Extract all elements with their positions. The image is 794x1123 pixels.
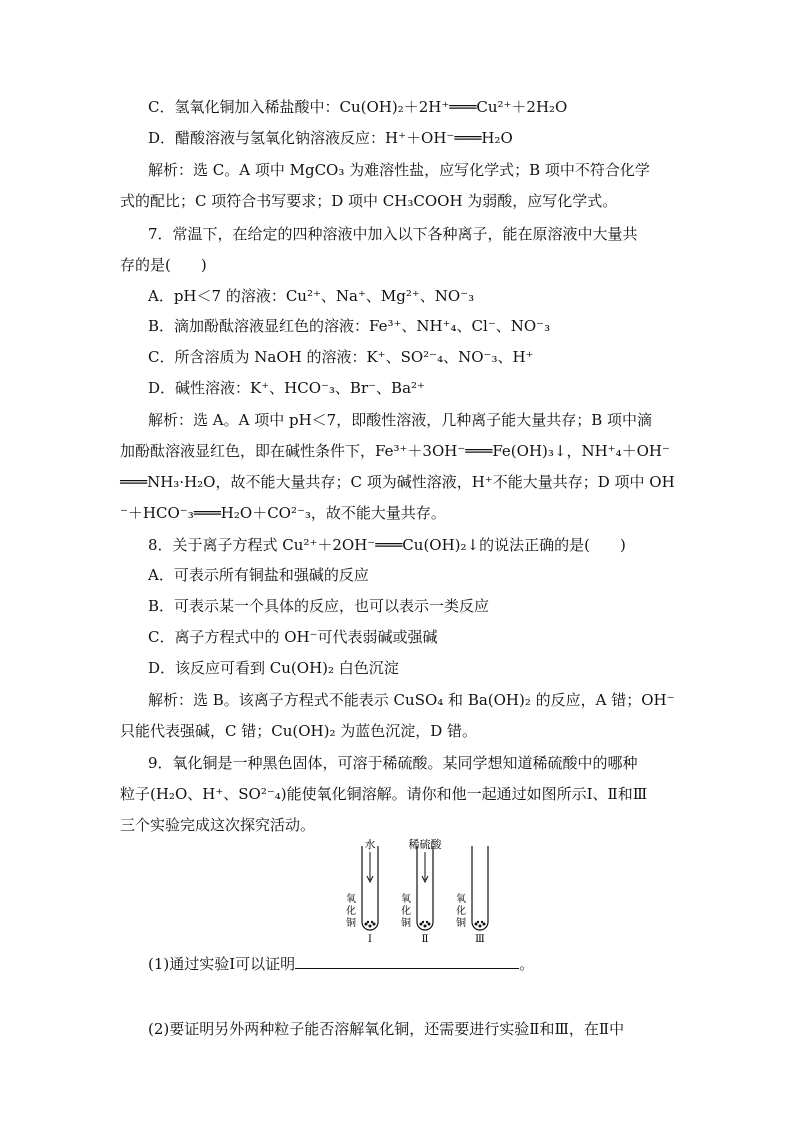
cuo-label-1c: 铜 [346,918,356,929]
text-line-l13: ═══NH₃·H₂O，故不能大量共存；C 项为碱性溶液，H⁺不能大量共存；D 项中 OH [120,473,675,491]
text-line-l23: 粒子(H₂O、H⁺、SO²⁻₄)能使氧化铜溶解。请你和他一起通过如图所示Ⅰ、Ⅱ和Ⅲ [120,785,648,803]
text-line-l24: 三个实验完成这次探究活动。 [120,816,316,834]
cuo-label-1a: 氧 [346,894,356,905]
tube-label-1: Ⅰ [368,934,372,945]
cuo-label-2c: 铜 [401,918,411,929]
answer-blank[interactable] [295,954,519,969]
cuo-label-3a: 氧 [456,894,466,905]
text-line-l11: 解析：选 A。A 项中 pH＜7，即酸性溶液，几种离子能大量共存；B 项中滴 [148,411,652,429]
cuo-label-2a: 氧 [401,894,411,905]
text-line-l15: 8．关于离子方程式 Cu²⁺＋2OH⁻═══Cu(OH)₂↓的说法正确的是( ) [148,536,626,554]
text-line-l5: 7．常温下，在给定的四种溶液中加入以下各种离子，能在原溶液中大量共 [148,225,638,243]
text-line-l26: (2)要证明另外两种粒子能否溶解氧化铜，还需要进行实验Ⅱ和Ⅲ，在Ⅱ中 [148,1020,625,1038]
text-line-l2: D．醋酸溶液与氢氧化钠溶液反应：H⁺＋OH⁻═══H₂O [148,129,513,147]
text-line-l3: 解析：选 C。A 项中 MgCO₃ 为难溶性盐，应写化学式；B 项中不符合化学 [148,161,650,179]
question-1-prefix: (1)通过实验Ⅰ可以证明 [148,955,296,973]
text-line-l7: A．pH＜7 的溶液：Cu²⁺、Na⁺、Mg²⁺、NO⁻₃ [148,287,475,305]
text-line-l19: D．该反应可看到 Cu(OH)₂ 白色沉淀 [148,659,399,677]
text-line-l14: ⁻＋HCO⁻₃═══H₂O＋CO²⁻₃，故不能大量共存。 [120,504,446,522]
text-line-l10: D．碱性溶液：K⁺、HCO⁻₃、Br⁻、Ba²⁺ [148,379,425,397]
text-line-l22: 9．氧化铜是一种黑色固体，可溶于稀硫酸。某同学想知道稀硫酸中的哪种 [148,754,638,772]
text-line-l17: B．可表示某一个具体的反应，也可以表示一类反应 [148,597,490,615]
text-line-l8: B．滴加酚酞溶液显红色的溶液：Fe³⁺、NH⁺₄、Cl⁻、NO⁻₃ [148,317,551,335]
water-label: 水 [364,838,376,851]
question-1-line [148,954,534,974]
test-tube-3 [472,846,488,930]
text-line-l21: 只能代表强碱，C 错；Cu(OH)₂ 为蓝色沉淀，D 错。 [120,722,478,740]
text-line-l6: 存的是( ) [120,256,207,274]
acid-label: 稀硫酸 [408,838,442,851]
text-line-l12: 加酚酞溶液显红色，即在碱性条件下，Fe³⁺＋3OH⁻═══Fe(OH)₃↓，NH⁺₄＋OH⁻ [120,442,670,460]
cuo-label-2b: 化 [401,906,411,917]
tube-label-2: Ⅱ [421,934,429,945]
question-1-suffix: 。 [519,955,535,973]
test-tubes-diagram [340,836,500,946]
tube-label-3: Ⅲ [475,934,485,945]
text-line-l4: 式的配比；C 项符合书写要求；D 项中 CH₃COOH 为弱酸，应写化学式。 [120,192,618,210]
experiment-figure [340,836,500,946]
text-line-l9: C．所含溶质为 NaOH 的溶液：K⁺、SO²⁻₄、NO⁻₃、H⁺ [148,348,534,366]
cuo-label-1b: 化 [346,906,356,917]
text-line-l18: C．离子方程式中的 OH⁻可代表弱碱或强碱 [148,628,438,646]
text-line-l20: 解析：选 B。该离子方程式不能表示 CuSO₄ 和 Ba(OH)₂ 的反应，A 错；OH⁻ [148,691,675,709]
cuo-label-3c: 铜 [456,918,466,929]
text-line-l1: C．氢氧化铜加入稀盐酸中：Cu(OH)₂＋2H⁺═══Cu²⁺＋2H₂O [148,98,568,116]
cuo-label-3b: 化 [456,906,466,917]
text-line-l16: A．可表示所有铜盐和强碱的反应 [148,566,369,584]
